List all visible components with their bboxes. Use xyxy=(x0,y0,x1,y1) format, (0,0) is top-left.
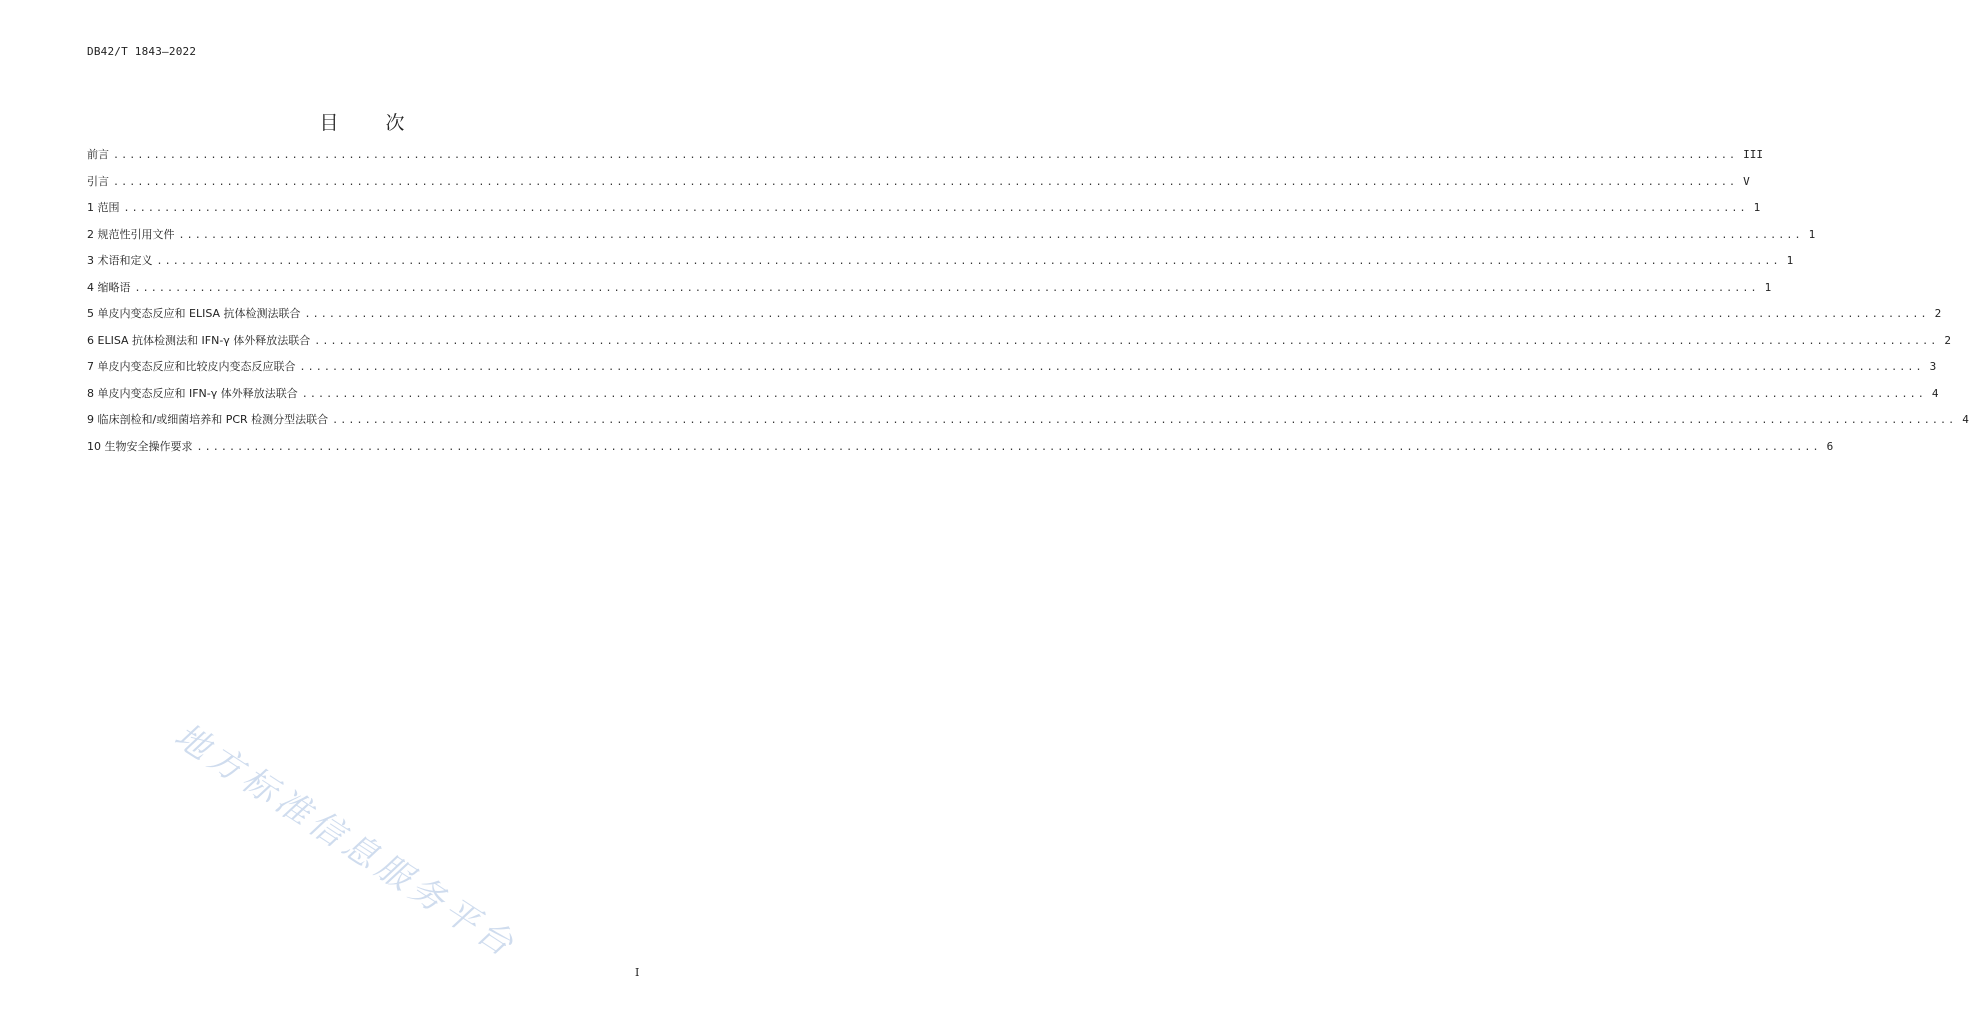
toc-entry-page: 6 xyxy=(1826,439,1834,453)
toc-entry-label: 6 ELISA 抗体检测法和 IFN-γ 体外释放法联合 xyxy=(87,333,311,347)
toc-entry[interactable] xyxy=(87,385,1939,412)
toc-entry-label: 7 单皮内变态反应和比较皮内变态反应联合 xyxy=(87,360,296,373)
table-of-contents xyxy=(87,146,1969,464)
watermark: 地方标准信息服务平台 xyxy=(167,715,525,968)
toc-entry-label: 5 单皮内变态反应和 ELISA 抗体检测法联合 xyxy=(87,307,301,320)
toc-entry[interactable] xyxy=(87,226,1816,253)
toc-entry[interactable] xyxy=(87,332,1952,359)
toc-dot-leader: ........................................................................................................................................................................................................ xyxy=(196,441,1821,453)
toc-entry-label: 3 术语和定义 xyxy=(87,254,153,267)
toc-dot-leader: ........................................................................................................................................................................................................ xyxy=(113,176,1738,188)
toc-dot-leader: ........................................................................................................................................................................................................ xyxy=(301,388,1926,400)
toc-entry-page: 4 xyxy=(1931,386,1939,400)
toc-entry-page: 1 xyxy=(1753,201,1761,214)
toc-entry[interactable] xyxy=(87,279,1772,306)
toc-entry[interactable] xyxy=(87,438,1834,465)
toc-entry-label: 10 生物安全操作要求 xyxy=(87,439,193,453)
toc-dot-leader: ........................................................................................................................................................................................................ xyxy=(304,309,1929,320)
standard-code: DB42/T 1843—2022 xyxy=(87,45,197,58)
toc-entry[interactable] xyxy=(87,411,1969,438)
toc-entry-page: 1 xyxy=(1808,227,1816,241)
toc-dot-leader: ........................................................................................................................................................................................................ xyxy=(134,282,1759,294)
toc-entry-label: 9 临床剖检和/或细菌培养和 PCR 检测分型法联合 xyxy=(87,413,329,426)
page-number: I xyxy=(635,966,640,979)
toc-entry[interactable] xyxy=(87,146,1763,173)
toc-entry-page: 1 xyxy=(1786,254,1794,267)
toc-entry-page: V xyxy=(1743,174,1750,188)
toc-entry-label: 2 规范性引用文件 xyxy=(87,227,175,241)
toc-entry-page: 1 xyxy=(1764,280,1772,294)
toc-dot-leader: ........................................................................................................................................................................................................ xyxy=(123,203,1748,214)
toc-entry-page: 2 xyxy=(1944,333,1952,347)
toc-dot-leader: ........................................................................................................................................................................................................ xyxy=(178,229,1803,241)
toc-entry[interactable] xyxy=(87,173,1750,200)
toc-dot-leader: ........................................................................................................................................................................................................ xyxy=(314,335,1939,347)
toc-entry-label: 前言 xyxy=(87,148,109,161)
toc-entry-label: 引言 xyxy=(87,174,109,188)
toc-entry[interactable] xyxy=(87,252,1794,279)
toc-entry-page: 4 xyxy=(1962,413,1969,426)
toc-entry-label: 4 缩略语 xyxy=(87,280,131,294)
toc-dot-leader: ........................................................................................................................................................................................................ xyxy=(156,256,1781,267)
toc-dot-leader: ........................................................................................................................................................................................................ xyxy=(113,150,1738,161)
toc-entry-label: 8 单皮内变态反应和 IFN-γ 体外释放法联合 xyxy=(87,386,298,400)
toc-entry[interactable] xyxy=(87,358,1937,385)
page-title: 目 次 xyxy=(319,112,419,134)
toc-dot-leader: ........................................................................................................................................................................................................ xyxy=(299,362,1924,373)
toc-entry[interactable] xyxy=(87,305,1942,332)
toc-entry[interactable] xyxy=(87,199,1761,226)
toc-dot-leader: ........................................................................................................................................................................................................ xyxy=(332,415,1957,426)
toc-entry-page: III xyxy=(1743,148,1763,161)
toc-entry-page: 3 xyxy=(1929,360,1937,373)
toc-entry-page: 2 xyxy=(1934,307,1942,320)
toc-entry-label: 1 范围 xyxy=(87,201,120,214)
